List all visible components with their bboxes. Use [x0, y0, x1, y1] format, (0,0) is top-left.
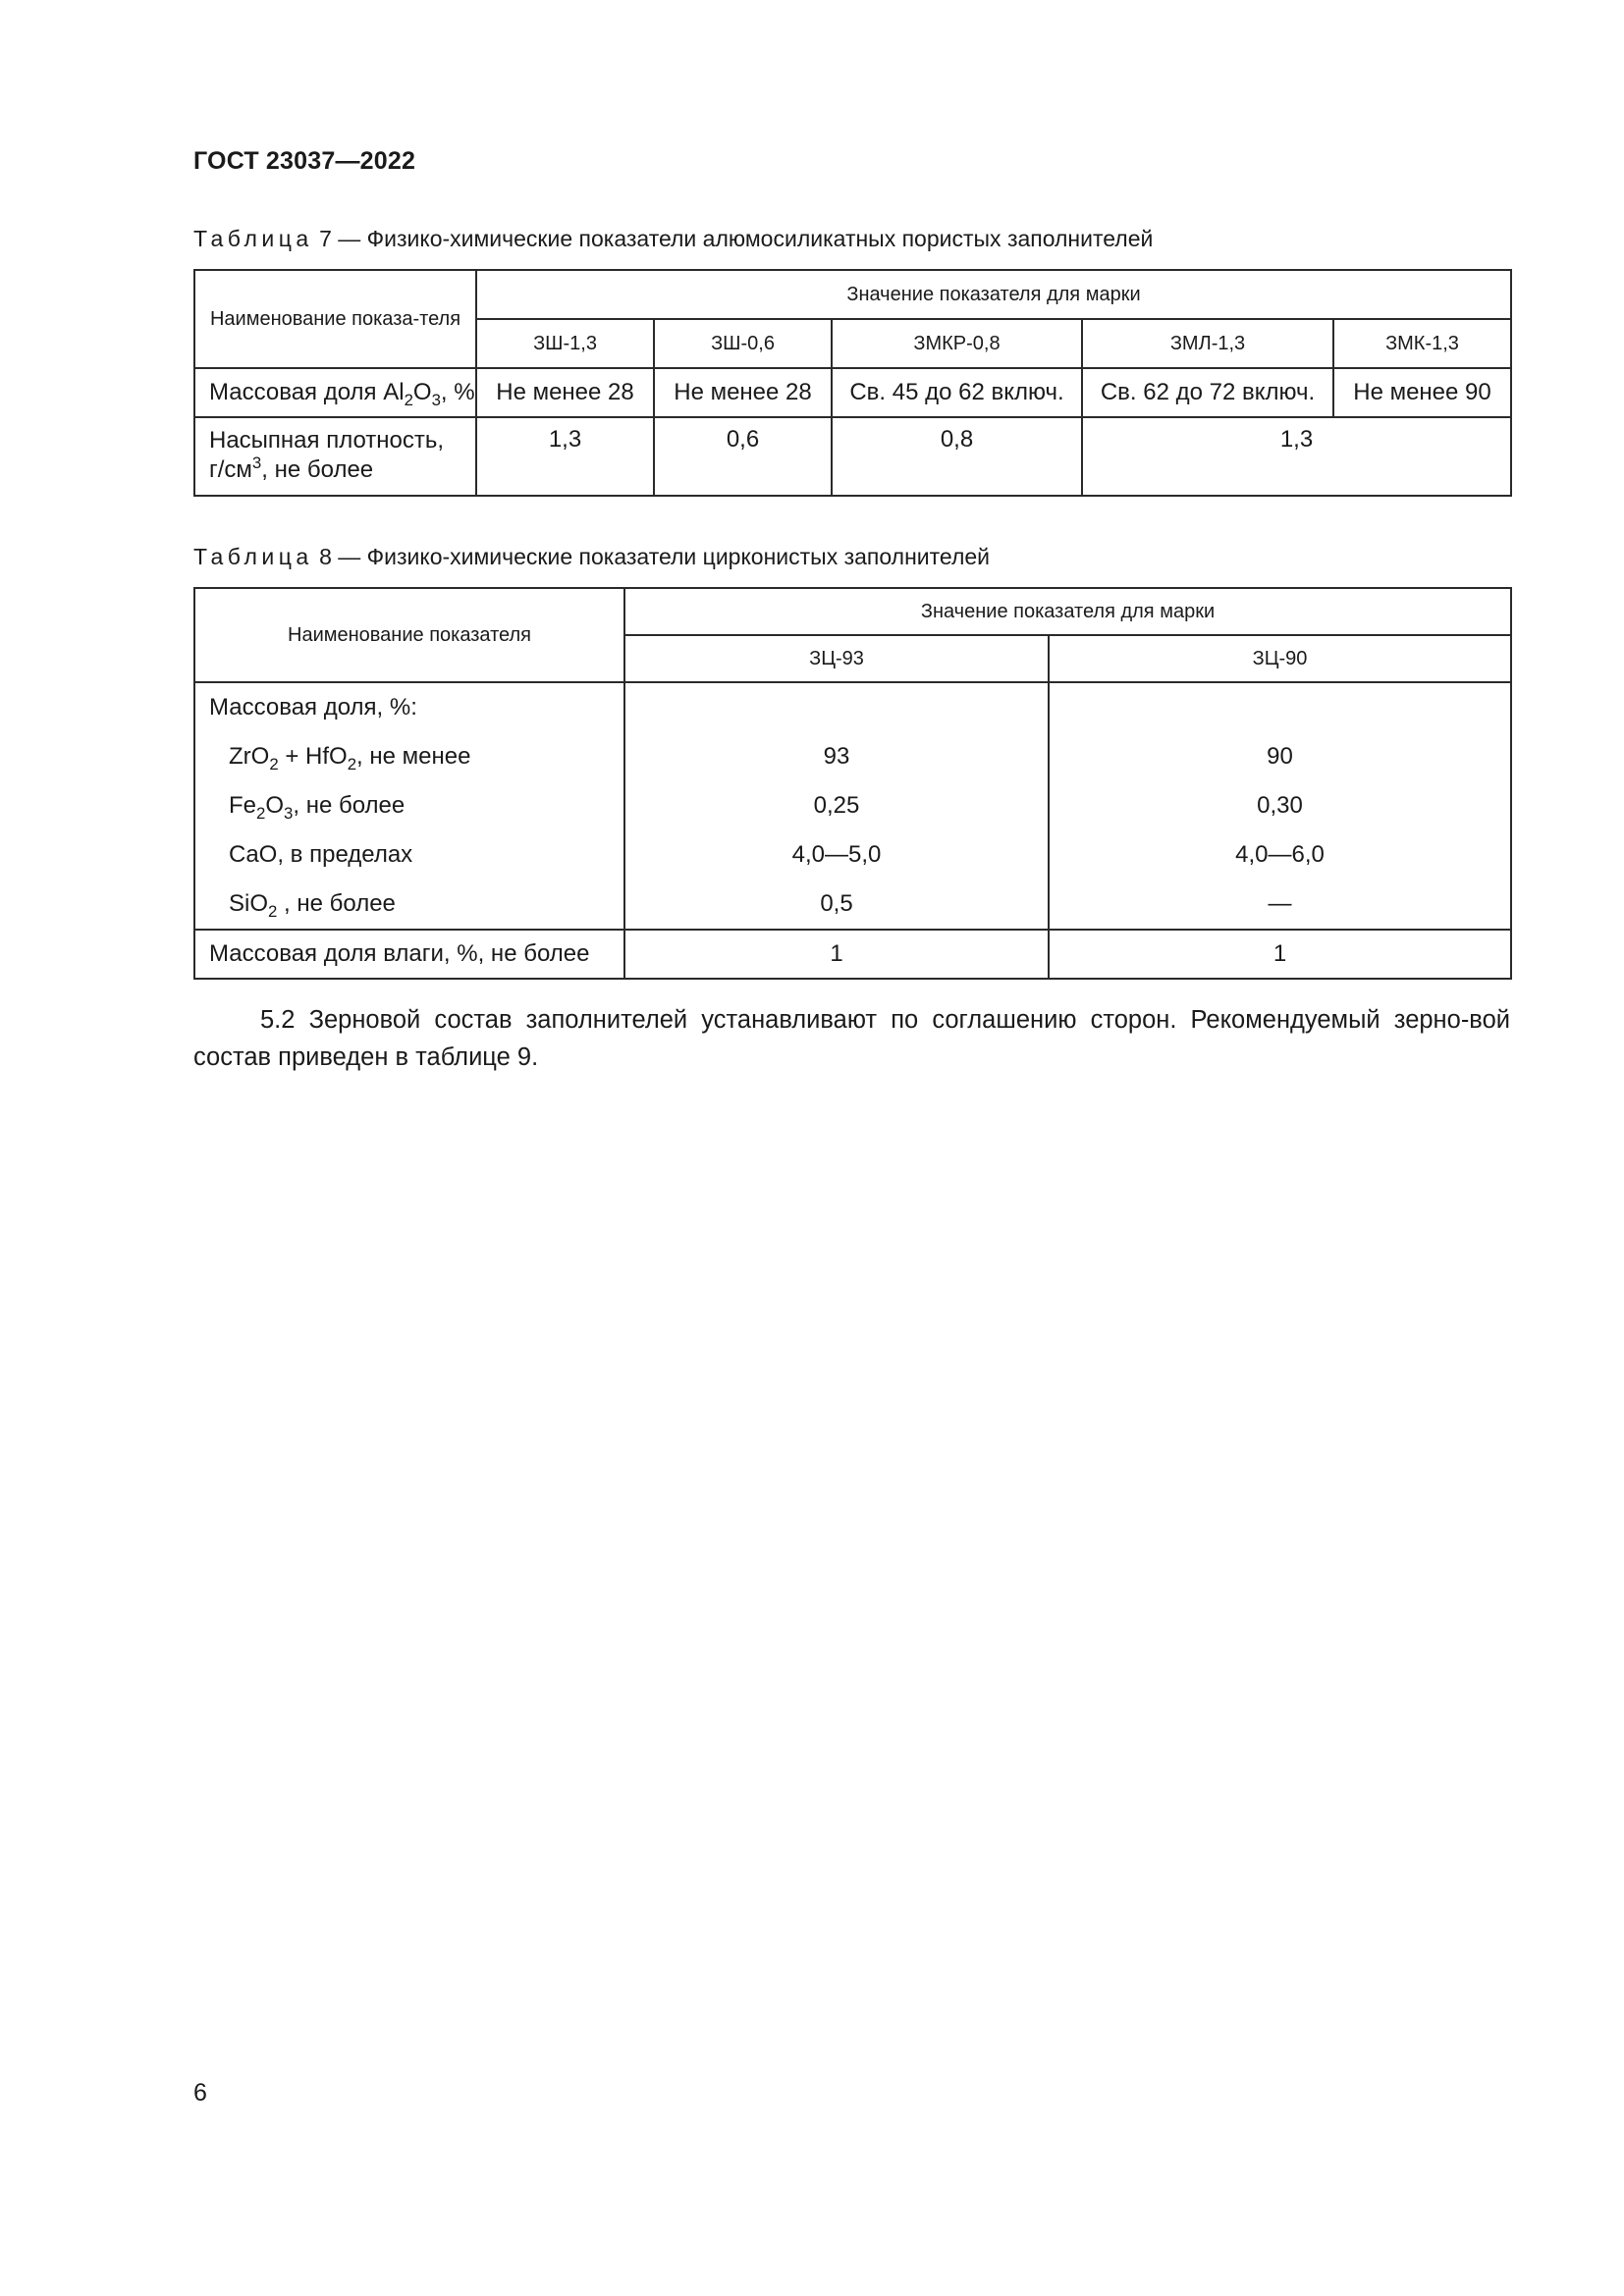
- section-5-2-paragraph: [193, 1001, 1510, 1076]
- table8-brand: ЗЦ-90: [1049, 635, 1511, 682]
- table8-cell: 1: [624, 930, 1049, 979]
- label-subscript: 2: [256, 803, 266, 823]
- table7-brand: ЗШ-1,3: [476, 319, 654, 368]
- component-label: [209, 830, 623, 880]
- table8-name-header: Наименование показателя: [194, 588, 624, 682]
- table8-caption-text: 8 — Физико-химические показатели цирконистых заполнителей: [319, 544, 991, 569]
- table8-cell: 90: [1267, 743, 1293, 770]
- label-subscript: 2: [269, 754, 279, 774]
- label-part: O: [265, 792, 285, 819]
- table7-row-label: [194, 368, 476, 417]
- table8-cell: 1: [1049, 930, 1511, 979]
- table8-caption-word: Таблица: [193, 544, 313, 569]
- table8-group-header: Значение показателя для марки: [624, 588, 1511, 635]
- table7-cell: Св. 62 до 72 включ.: [1082, 368, 1333, 417]
- component-label: [209, 732, 623, 781]
- mass-fraction-label: Массовая доля, %:: [209, 694, 417, 721]
- label-part: ZrO: [229, 743, 270, 770]
- table7-name-header: [194, 270, 476, 368]
- table7-row-density: [194, 417, 1511, 496]
- table8-cell: 4,0—5,0: [791, 841, 882, 868]
- label-subscript: 2: [347, 754, 357, 774]
- table7-group-header: Значение показателя для марки: [476, 270, 1511, 319]
- standard-header: ГОСТ 23037—2022: [193, 147, 416, 175]
- label-part: SiO: [229, 890, 269, 917]
- table8-values-zc93: [624, 682, 1049, 930]
- table8-cell: 0,25: [813, 792, 860, 819]
- label-subscript: 2: [268, 901, 278, 921]
- table8-brand: ЗЦ-93: [624, 635, 1049, 682]
- table7-caption-word: Таблица: [193, 226, 313, 251]
- table7-cell: 1,3: [1082, 417, 1511, 496]
- component-label: [209, 781, 623, 830]
- table7: [193, 269, 1512, 497]
- table8-cell: 93: [823, 743, 850, 770]
- component-label: [209, 880, 623, 929]
- label-part: , не более: [293, 792, 406, 819]
- label-part: Fe: [229, 792, 257, 819]
- table8-cell: 4,0—6,0: [1235, 841, 1325, 868]
- table7-row-al2o3: [194, 368, 1511, 417]
- label-subscript: 2: [404, 390, 413, 409]
- table7-cell: Св. 45 до 62 включ.: [832, 368, 1082, 417]
- table8-cell: —: [1268, 890, 1292, 917]
- table8-cell: 0,30: [1257, 792, 1303, 819]
- label-part: , %: [440, 379, 475, 405]
- table7-caption: [193, 226, 1153, 252]
- table8-row-label: Массовая доля влаги, %, не более: [194, 930, 624, 979]
- table8: [193, 587, 1512, 980]
- table7-name-header-text: Наименование показа-теля: [209, 308, 461, 330]
- table8-caption: [193, 544, 990, 570]
- page-number: 6: [193, 2079, 207, 2107]
- table8-component-labels: [194, 682, 624, 930]
- table8-values-zc90: [1049, 682, 1511, 930]
- label-part: , не более: [261, 456, 374, 483]
- table7-cell: 0,6: [654, 417, 832, 496]
- label-subscript: 3: [431, 390, 441, 409]
- label-part: O: [412, 379, 432, 405]
- label-part: CaO, в пределах: [229, 841, 413, 868]
- table7-brand: ЗМКР-0,8: [832, 319, 1082, 368]
- table8-row-moisture: [194, 930, 1511, 979]
- label-part: Массовая доля Al: [209, 379, 405, 405]
- table7-row-label: [194, 417, 476, 496]
- table7-cell: Не менее 28: [654, 368, 832, 417]
- table7-cell: Не менее 90: [1333, 368, 1511, 417]
- label-subscript: 3: [284, 803, 294, 823]
- label-part: г/см: [209, 456, 252, 483]
- table7-brand: ЗШ-0,6: [654, 319, 832, 368]
- label-part: + HfO: [278, 743, 348, 770]
- label-part: Насыпная плотность,: [209, 427, 445, 454]
- paragraph-text: 5.2 Зерновой состав заполнителей устанавливают по соглашению сторон. Рекомендуемый зерно-вой состав приведен в таблице 9.: [193, 1006, 1510, 1071]
- table7-cell: 1,3: [476, 417, 654, 496]
- table7-caption-text: 7 — Физико-химические показатели алюмосиликатных пористых заполнителей: [319, 226, 1154, 251]
- table8-cell: 0,5: [820, 890, 853, 917]
- table8-row-mass-fraction: [194, 682, 1511, 930]
- table7-cell: 0,8: [832, 417, 1082, 496]
- table7-cell: Не менее 28: [476, 368, 654, 417]
- table7-brand: ЗМК-1,3: [1333, 319, 1511, 368]
- table7-brand: ЗМЛ-1,3: [1082, 319, 1333, 368]
- label-superscript: 3: [251, 453, 262, 472]
- label-part: , не менее: [356, 743, 471, 770]
- label-part: , не более: [277, 890, 396, 917]
